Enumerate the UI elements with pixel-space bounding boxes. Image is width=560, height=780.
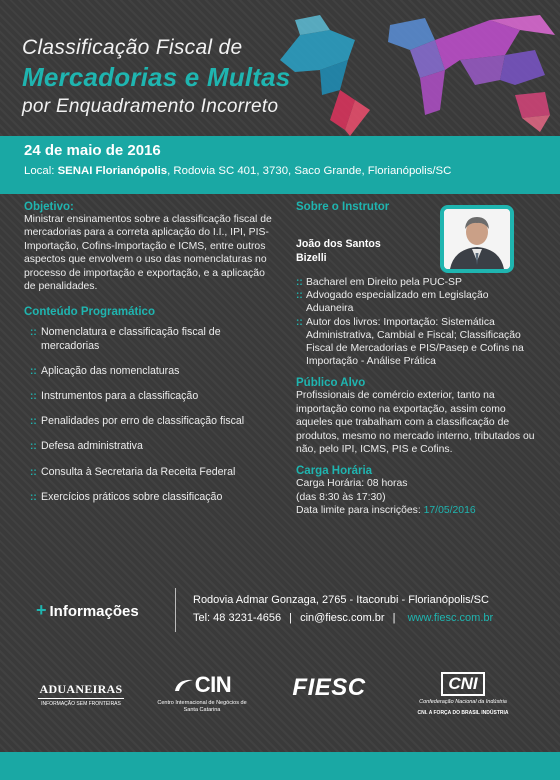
- carga-line-1: Carga Horária: 08 horas: [296, 478, 408, 490]
- info-contact: [193, 612, 493, 624]
- list-item-text: Nomenclatura e classificação fiscal de mercadorias: [41, 326, 221, 352]
- separator: |: [392, 612, 396, 624]
- objetivo-text: Ministrar ensinamentos sobre a classificação fiscal de mercadorias para a correta aplicação do I.I., IPI, PIS-Importação, Cofins-Importação e ICMS, entre outros aspectos que envolvem o uso das nomenclaturas no processo de importação e exportação, e a aplicação de penalidades.: [24, 214, 272, 293]
- cni-logo: [404, 672, 522, 716]
- deadline-value: 17/05/2016: [423, 505, 476, 517]
- aduaneiras-name: ADUANEIRAS: [38, 682, 124, 699]
- list-item-text: Bacharel em Direito pela PUC-SP: [306, 277, 462, 288]
- cni-sub: Confederação Nacional da Indústria: [419, 699, 507, 705]
- cni-name: CNI: [441, 672, 484, 696]
- aduaneiras-tagline: INFORMAÇÃO SEM FRONTEIRAS: [41, 701, 121, 707]
- list-item: [24, 440, 274, 453]
- list-item-text: Penalidades por erro de classificação fiscal: [41, 415, 245, 428]
- bullet-icon: ::: [30, 365, 37, 377]
- list-item: [296, 276, 536, 289]
- bullet-icon: ::: [30, 327, 37, 339]
- objetivo-heading: Objetivo:: [24, 201, 74, 213]
- instrutor-heading: Sobre o Instrutor: [296, 201, 390, 213]
- event-date: 24 de maio de 2016: [24, 142, 161, 159]
- title: [22, 36, 290, 118]
- separator: |: [289, 612, 292, 624]
- list-item-text: Autor dos livros: Importação: Sistemática Administrativa, Cambial e Fiscal; Classificação Fiscal de Mercadorias e PIS/Pasep e Cofins na Importação - Análise Prática: [306, 316, 524, 368]
- info-phone: Tel: 48 3231-4656: [193, 612, 282, 624]
- cin-swoosh-icon: [173, 677, 195, 693]
- right-column: [296, 201, 536, 518]
- bullet-icon: ::: [30, 391, 37, 403]
- cin-sub: Centro Internacional de Negócios de Santa Catarina: [157, 700, 247, 713]
- info-label: [36, 600, 139, 621]
- instructor-photo: [440, 205, 514, 273]
- bullet-icon: ::: [30, 466, 37, 478]
- header: [0, 0, 560, 136]
- list-item: [24, 365, 274, 378]
- website-link[interactable]: www.fiesc.com.br: [407, 612, 494, 624]
- bottom-band: [0, 752, 560, 780]
- bullet-icon: ::: [296, 277, 303, 288]
- event-location: [24, 165, 536, 177]
- info-label-text: Informações: [49, 603, 139, 620]
- list-item: [24, 326, 274, 352]
- carga-deadline: [296, 504, 536, 517]
- cni-tagline: CNI. A FORÇA DO BRASIL INDÚSTRIA: [417, 710, 509, 716]
- list-item-text: Defesa administrativa: [41, 440, 143, 453]
- carga-heading: Carga Horária: [296, 465, 373, 478]
- info-address: Rodovia Admar Gonzaga, 2765 - Itacorubi - Florianópolis/SC: [193, 594, 489, 606]
- bullet-icon: ::: [296, 316, 303, 328]
- instructor-photo-graphic: [444, 209, 510, 269]
- instructor-name-line-2: Bizelli: [296, 252, 327, 264]
- list-item-text: Exercícios práticos sobre classificação: [41, 490, 223, 503]
- bullet-icon: ::: [296, 290, 303, 302]
- title-line-2: Mercadorias e Multas: [22, 62, 291, 92]
- email-link[interactable]: cin@fiesc.com.br: [300, 612, 385, 624]
- title-line-3: por Enquadramento Incorreto: [22, 96, 279, 117]
- cin-wordmark: [152, 672, 252, 698]
- local-label: Local:: [24, 165, 55, 177]
- plus-icon: +: [36, 600, 47, 620]
- list-item: [296, 289, 536, 315]
- sponsor-logos: [0, 668, 560, 728]
- list-item-text: Instrumentos para a classificação: [41, 390, 199, 403]
- local-venue: SENAI Florianópolis: [57, 165, 168, 177]
- list-item-text: Aplicação das nomenclaturas: [41, 364, 180, 377]
- bullet-icon: ::: [30, 441, 37, 453]
- publico-text: Profissionais de comércio exterior, tanto na importação como na exportação, assim como aqueles que trabalham com a classificação de produtos, mesmo no mercado interno, tributados ou não, pelo IPI, ICMS, PIS e Cofins.: [296, 390, 535, 456]
- list-item: [296, 316, 536, 369]
- list-item: [24, 415, 274, 428]
- left-column: [24, 201, 274, 504]
- instructor-name-line-1: João dos Santos: [296, 238, 381, 250]
- bullet-icon: ::: [30, 491, 37, 503]
- list-item-text: Advogado especializado em Legislação Aduaneira: [306, 290, 489, 315]
- cin-name: CIN: [194, 672, 232, 697]
- fiesc-logo: FIESC: [292, 674, 366, 701]
- deadline-label: Data limite para inscrições:: [296, 505, 424, 517]
- carga-line-2: (das 8:30 às 17:30): [296, 491, 386, 503]
- list-item-text: Consulta à Secretaria da Receita Federal: [41, 465, 236, 478]
- list-item: [24, 466, 274, 479]
- conteudo-list: [24, 326, 274, 504]
- publico-heading: Público Alvo: [296, 377, 366, 390]
- instructor-list: [296, 276, 536, 368]
- world-map-graphic: [260, 0, 560, 136]
- cin-logo: [152, 672, 252, 714]
- event-band: [0, 136, 560, 194]
- local-address: , Rodovia SC 401, 3730, Saco Grande, Florianópolis/SC: [167, 165, 452, 177]
- conteudo-heading: Conteúdo Programático: [24, 306, 155, 319]
- divider: [175, 588, 176, 632]
- list-item: [24, 390, 274, 403]
- bullet-icon: ::: [30, 416, 37, 428]
- aduaneiras-logo: [38, 682, 124, 707]
- info-section: [0, 586, 560, 634]
- list-item: [24, 491, 274, 504]
- title-line-1: Classificação Fiscal de: [22, 36, 243, 59]
